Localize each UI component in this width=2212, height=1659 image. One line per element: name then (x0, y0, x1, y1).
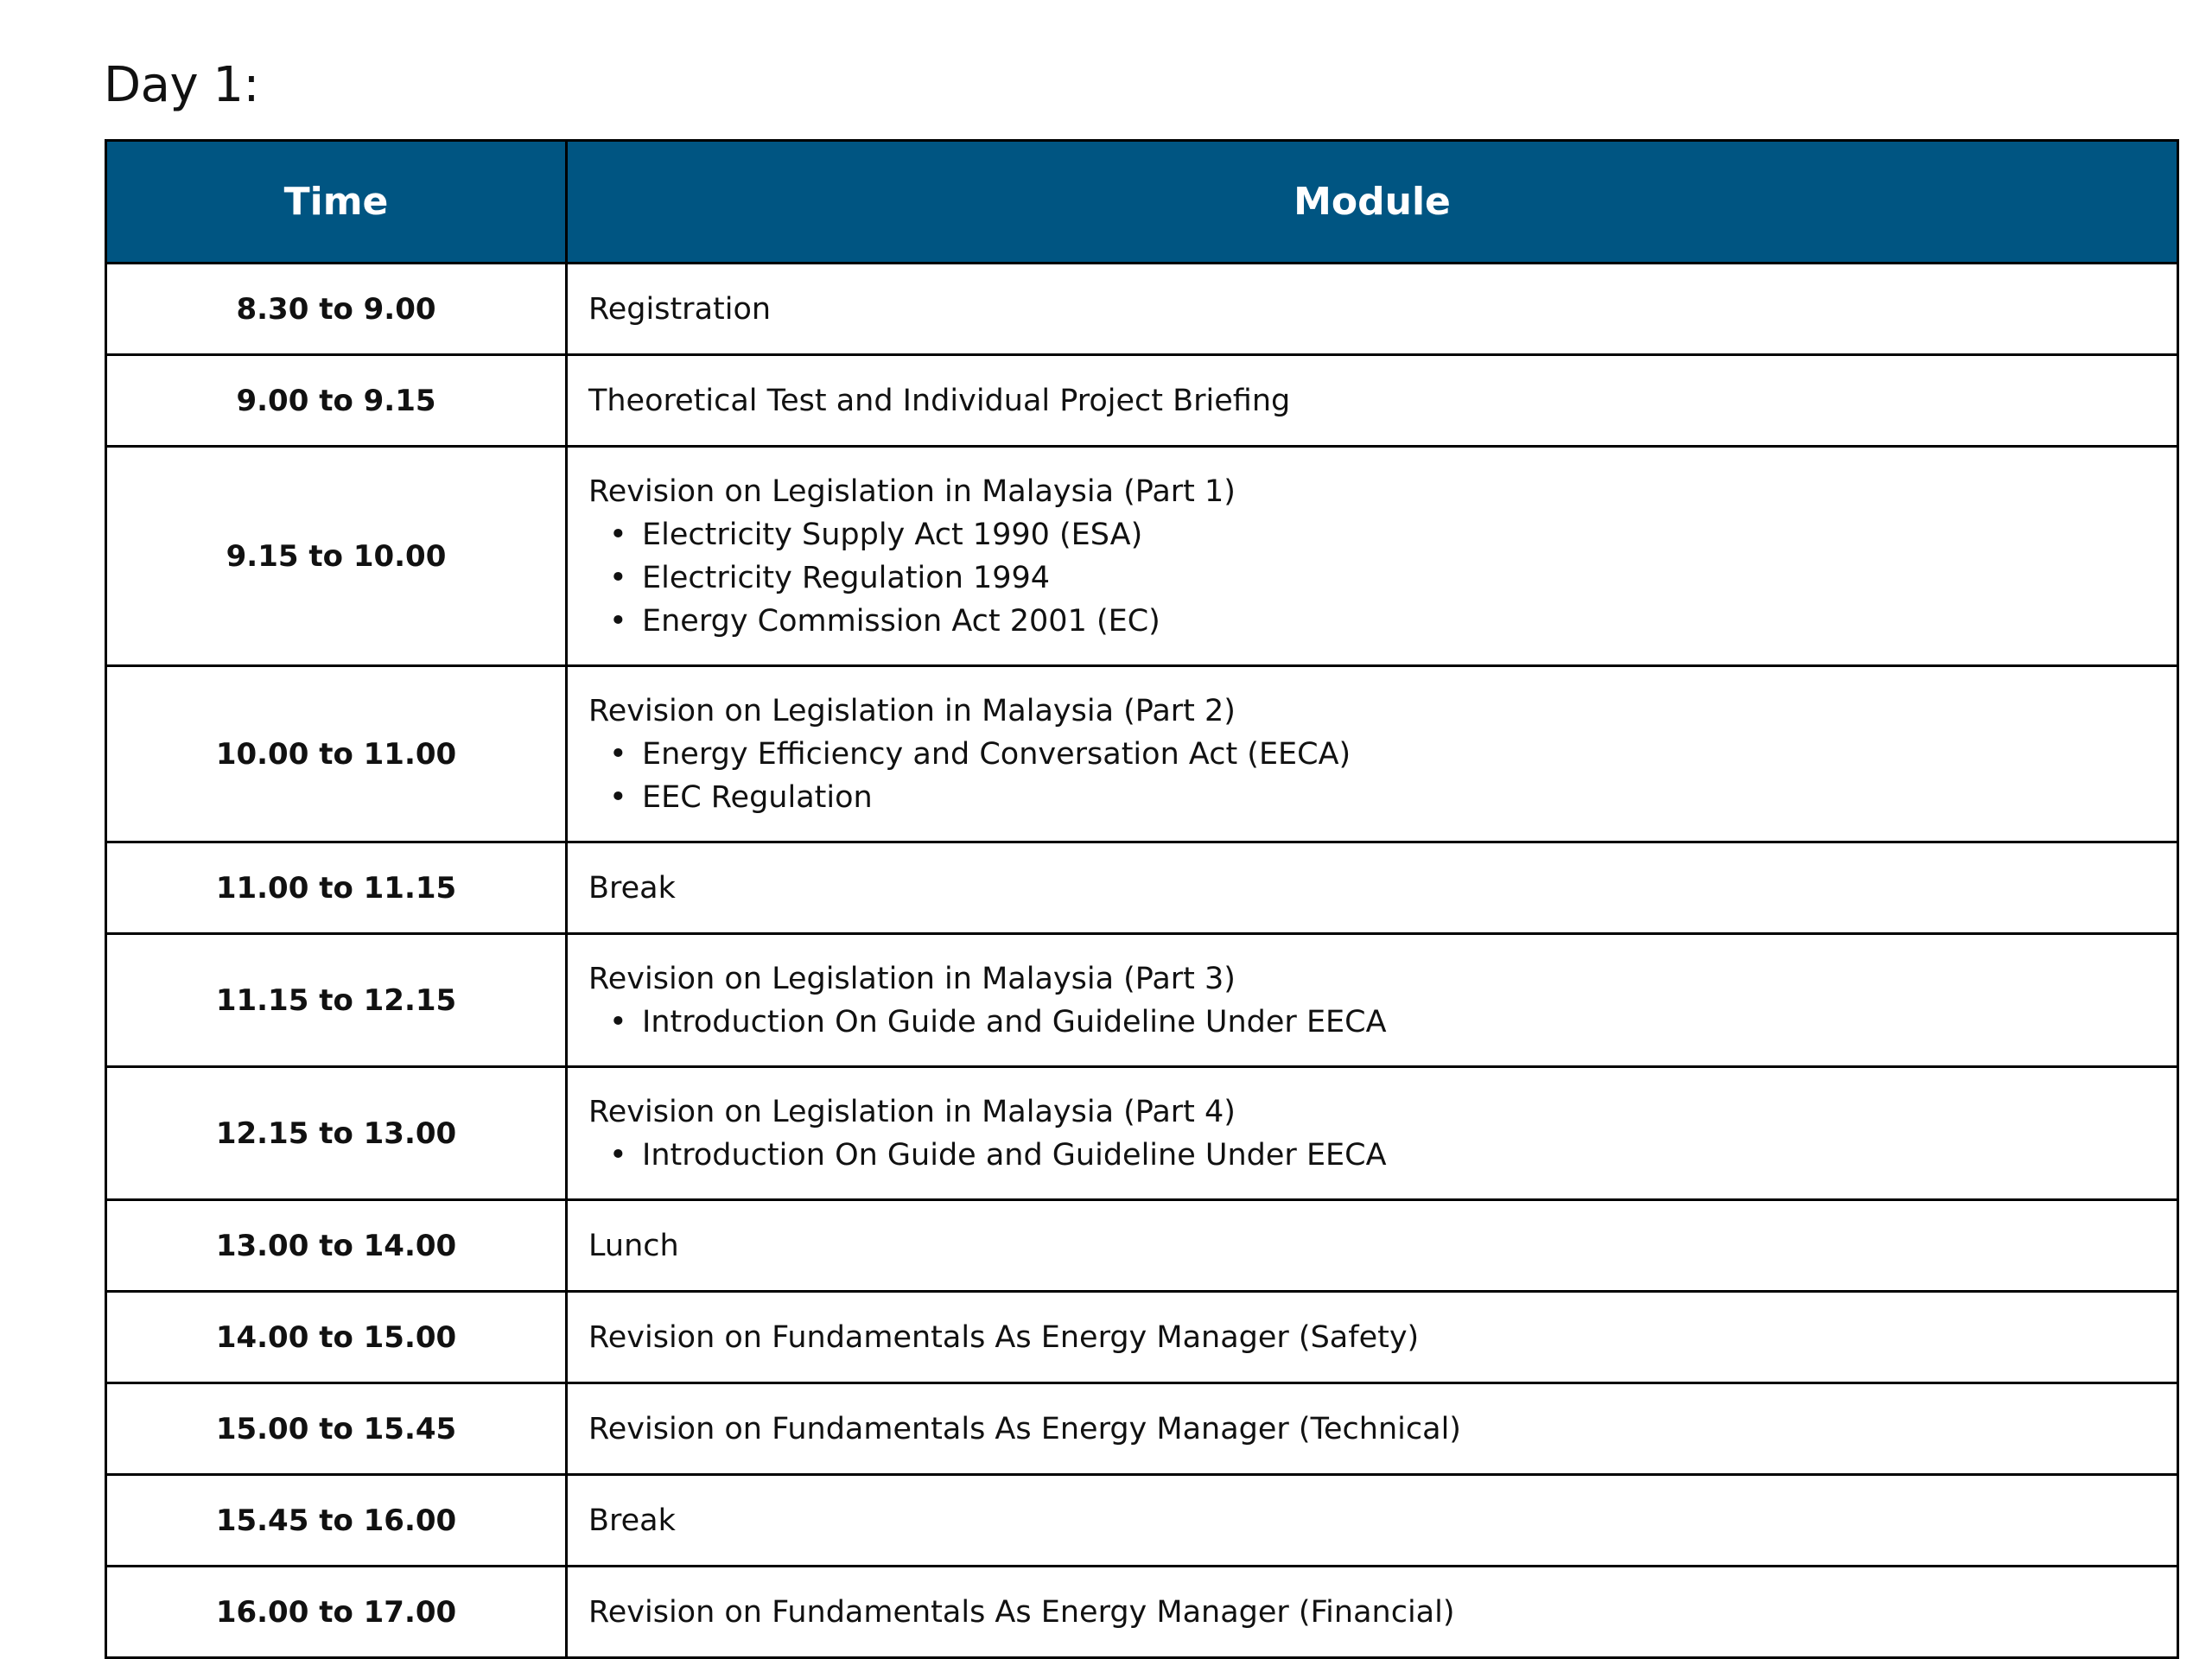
module-title: Revision on Legislation in Malaysia (Part 1) (588, 474, 1236, 509)
bullet-icon: • (609, 517, 627, 552)
bullet-icon: • (609, 1004, 627, 1039)
module-title: Lunch (588, 1228, 679, 1263)
list-item-text: Energy Commission Act 2001 (EC) (642, 603, 1160, 639)
module-column-header: Module (567, 141, 2178, 264)
list-item (609, 733, 2156, 776)
time-cell: 9.15 to 10.00 (106, 447, 567, 666)
time-cell: 10.00 to 11.00 (106, 666, 567, 842)
list-item (609, 600, 2156, 643)
module-title: Break (588, 1503, 676, 1538)
list-item-text: EEC Regulation (642, 779, 873, 815)
module-cell (567, 1567, 2178, 1658)
time-cell: 16.00 to 17.00 (106, 1567, 567, 1658)
table-row (106, 666, 2178, 842)
table-row (106, 1383, 2178, 1475)
time-cell: 14.00 to 15.00 (106, 1292, 567, 1383)
list-item-text: Introduction On Guide and Guideline Under EECA (642, 1004, 1387, 1039)
module-points-list (588, 1001, 2156, 1044)
module-cell (567, 1067, 2178, 1200)
time-cell: 12.15 to 13.00 (106, 1067, 567, 1200)
table-row (106, 1200, 2178, 1292)
table-row (106, 264, 2178, 355)
bullet-icon: • (609, 736, 627, 772)
bullet-icon: • (609, 603, 627, 639)
table-row (106, 1475, 2178, 1567)
table-row (106, 842, 2178, 934)
module-title: Revision on Legislation in Malaysia (Part 2) (588, 693, 1236, 728)
time-cell: 8.30 to 9.00 (106, 264, 567, 355)
time-cell: 11.15 to 12.15 (106, 934, 567, 1067)
module-title: Theoretical Test and Individual Project Briefing (588, 383, 1291, 418)
module-points-list (588, 513, 2156, 643)
schedule-table (105, 139, 2179, 1659)
module-cell (567, 355, 2178, 447)
module-title: Revision on Fundamentals As Energy Manager (Safety) (588, 1319, 1420, 1355)
day-heading: Day 1: (104, 57, 259, 113)
module-title: Revision on Fundamentals As Energy Manager (Financial) (588, 1594, 1455, 1630)
list-item (609, 1134, 2156, 1177)
time-cell: 15.45 to 16.00 (106, 1475, 567, 1567)
module-cell (567, 934, 2178, 1067)
module-title: Registration (588, 291, 772, 327)
module-cell (567, 264, 2178, 355)
table-row (106, 355, 2178, 447)
list-item-text: Electricity Regulation 1994 (642, 560, 1051, 595)
module-cell (567, 1475, 2178, 1567)
header-row (106, 141, 2178, 264)
list-item-text: Introduction On Guide and Guideline Under EECA (642, 1137, 1387, 1173)
list-item-text: Energy Efficiency and Conversation Act (EECA) (642, 736, 1351, 772)
module-title: Break (588, 870, 676, 906)
list-item (609, 556, 2156, 600)
module-cell (567, 842, 2178, 934)
time-cell: 13.00 to 14.00 (106, 1200, 567, 1292)
time-cell: 9.00 to 9.15 (106, 355, 567, 447)
table-row (106, 1567, 2178, 1658)
module-cell (567, 1383, 2178, 1475)
time-column-header: Time (106, 141, 567, 264)
time-cell: 15.00 to 15.45 (106, 1383, 567, 1475)
bullet-icon: • (609, 1137, 627, 1173)
module-points-list (588, 733, 2156, 819)
module-title: Revision on Fundamentals As Energy Manager (Technical) (588, 1411, 1461, 1446)
module-title: Revision on Legislation in Malaysia (Part 3) (588, 961, 1236, 996)
module-cell (567, 666, 2178, 842)
module-title: Revision on Legislation in Malaysia (Part 4) (588, 1094, 1236, 1129)
table-row (106, 1067, 2178, 1200)
module-cell (567, 1292, 2178, 1383)
time-cell: 11.00 to 11.15 (106, 842, 567, 934)
table-row (106, 934, 2178, 1067)
bullet-icon: • (609, 560, 627, 595)
list-item (609, 513, 2156, 556)
list-item (609, 776, 2156, 819)
list-item (609, 1001, 2156, 1044)
module-cell (567, 1200, 2178, 1292)
module-points-list (588, 1134, 2156, 1177)
list-item-text: Electricity Supply Act 1990 (ESA) (642, 517, 1143, 552)
table-row (106, 447, 2178, 666)
bullet-icon: • (609, 779, 627, 815)
module-cell (567, 447, 2178, 666)
table-row (106, 1292, 2178, 1383)
